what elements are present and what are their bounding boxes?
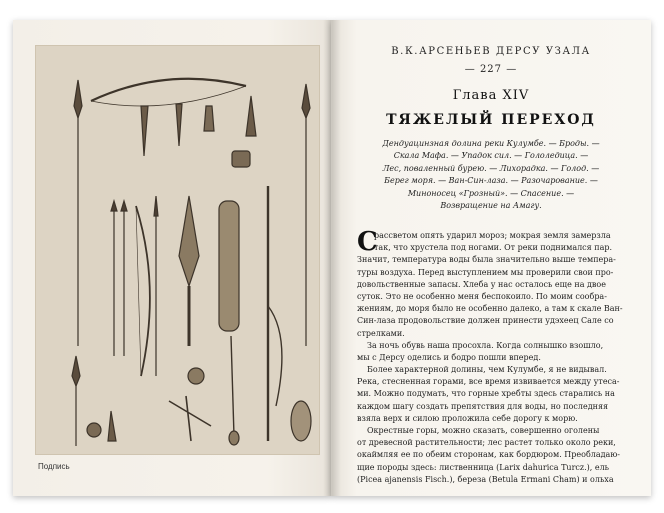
- body-line: от древесной растительности; лес растет только около реки,: [357, 438, 616, 448]
- chapter-heading: Глава XIV: [452, 88, 530, 103]
- body-line: жениям, до моря было не особенно далеко, а там к скале Ван-: [357, 304, 623, 314]
- body-line: так, что хрустела под ногами. От реки поднимался пар.: [374, 243, 613, 253]
- summary-line: Берег моря. — Ван-Син-лаза. — Разочарование. —: [384, 176, 598, 186]
- summary-line: Лес, поваленный бурею. — Лихорадка. — Голод. —: [382, 163, 600, 173]
- chapter-summary: [361, 138, 621, 212]
- drop-cap: С: [357, 227, 378, 257]
- summary-line: Миноносец «Грозный». — Спасение. —: [407, 188, 575, 198]
- body-line: Син-лаза продовольствие должен принести удэхеец Сале со: [357, 316, 614, 326]
- body-line: довольственные запасы. Хлеба у нас осталось еще на двое: [357, 279, 606, 289]
- body-line: суток. Это не особенно меня беспокоило. По моим сообра-: [357, 291, 607, 301]
- open-book: [13, 20, 651, 496]
- body-line: рассветом опять ударил мороз; мокрая земля замерзла: [374, 231, 611, 240]
- page-number: — 227 —: [464, 64, 518, 75]
- weapons-engraving: [36, 46, 319, 454]
- body-line: За ночь обувь наша просохла. Когда солнышко взошло,: [367, 340, 604, 350]
- body-line: Значит, температура воды была значительно выше темпера-: [357, 255, 616, 265]
- body-line: щие породы здесь: лиственница (Larix dahurica Turcz.), ель: [357, 462, 610, 472]
- plate-caption: Подпись: [38, 462, 70, 471]
- body-line: взяла верх и силою проложила себе дорогу к морю.: [357, 413, 578, 423]
- right-page: [331, 20, 651, 496]
- summary-line: Дендуацинзная долина реки Кулумбе. — Броды. —: [382, 139, 600, 148]
- body-line: окаймляя ее по обеим сторонам, как бордюром. Преобладаю-: [357, 450, 620, 460]
- body-line: каждом шагу создать препятствия для воды, но последняя: [357, 401, 609, 411]
- illustration-plate: [35, 45, 320, 455]
- summary-line: Скала Мафа. — Упадок сил. — Гололедица. —: [393, 151, 589, 161]
- body-line: стрелками.: [357, 328, 405, 338]
- summary-line: Возвращение на Амагу.: [440, 201, 542, 211]
- body-line: (Picea ajanensis Fisch.), береза (Betula Ermani Cham) и ольха: [357, 474, 614, 484]
- body-line: Окрестные горы, можно сказать, совершенно оголены: [367, 426, 600, 435]
- running-head: В.К.АРСЕНЬЕВ ДЕРСУ УЗАЛА: [391, 46, 591, 57]
- body-line: Река, стесненная горами, все время извивается между утеса-: [357, 377, 620, 387]
- book-gutter: [323, 20, 341, 496]
- body-text: [357, 227, 625, 486]
- body-line: Более характерной долины, чем Кулумбе, я не видывал.: [367, 365, 607, 375]
- chapter-title: ТЯЖЕЛЫЙ ПЕРЕХОД: [386, 112, 596, 128]
- left-page: [13, 20, 331, 496]
- body-line: мы с Дерсу оделись и бодро пошли вперед.: [357, 352, 541, 362]
- body-line: туры воздуха. Перед выступлением мы проверили свои про-: [357, 267, 614, 277]
- body-line: ми. Можно подумать, что горные хребты здесь старались на: [357, 389, 615, 399]
